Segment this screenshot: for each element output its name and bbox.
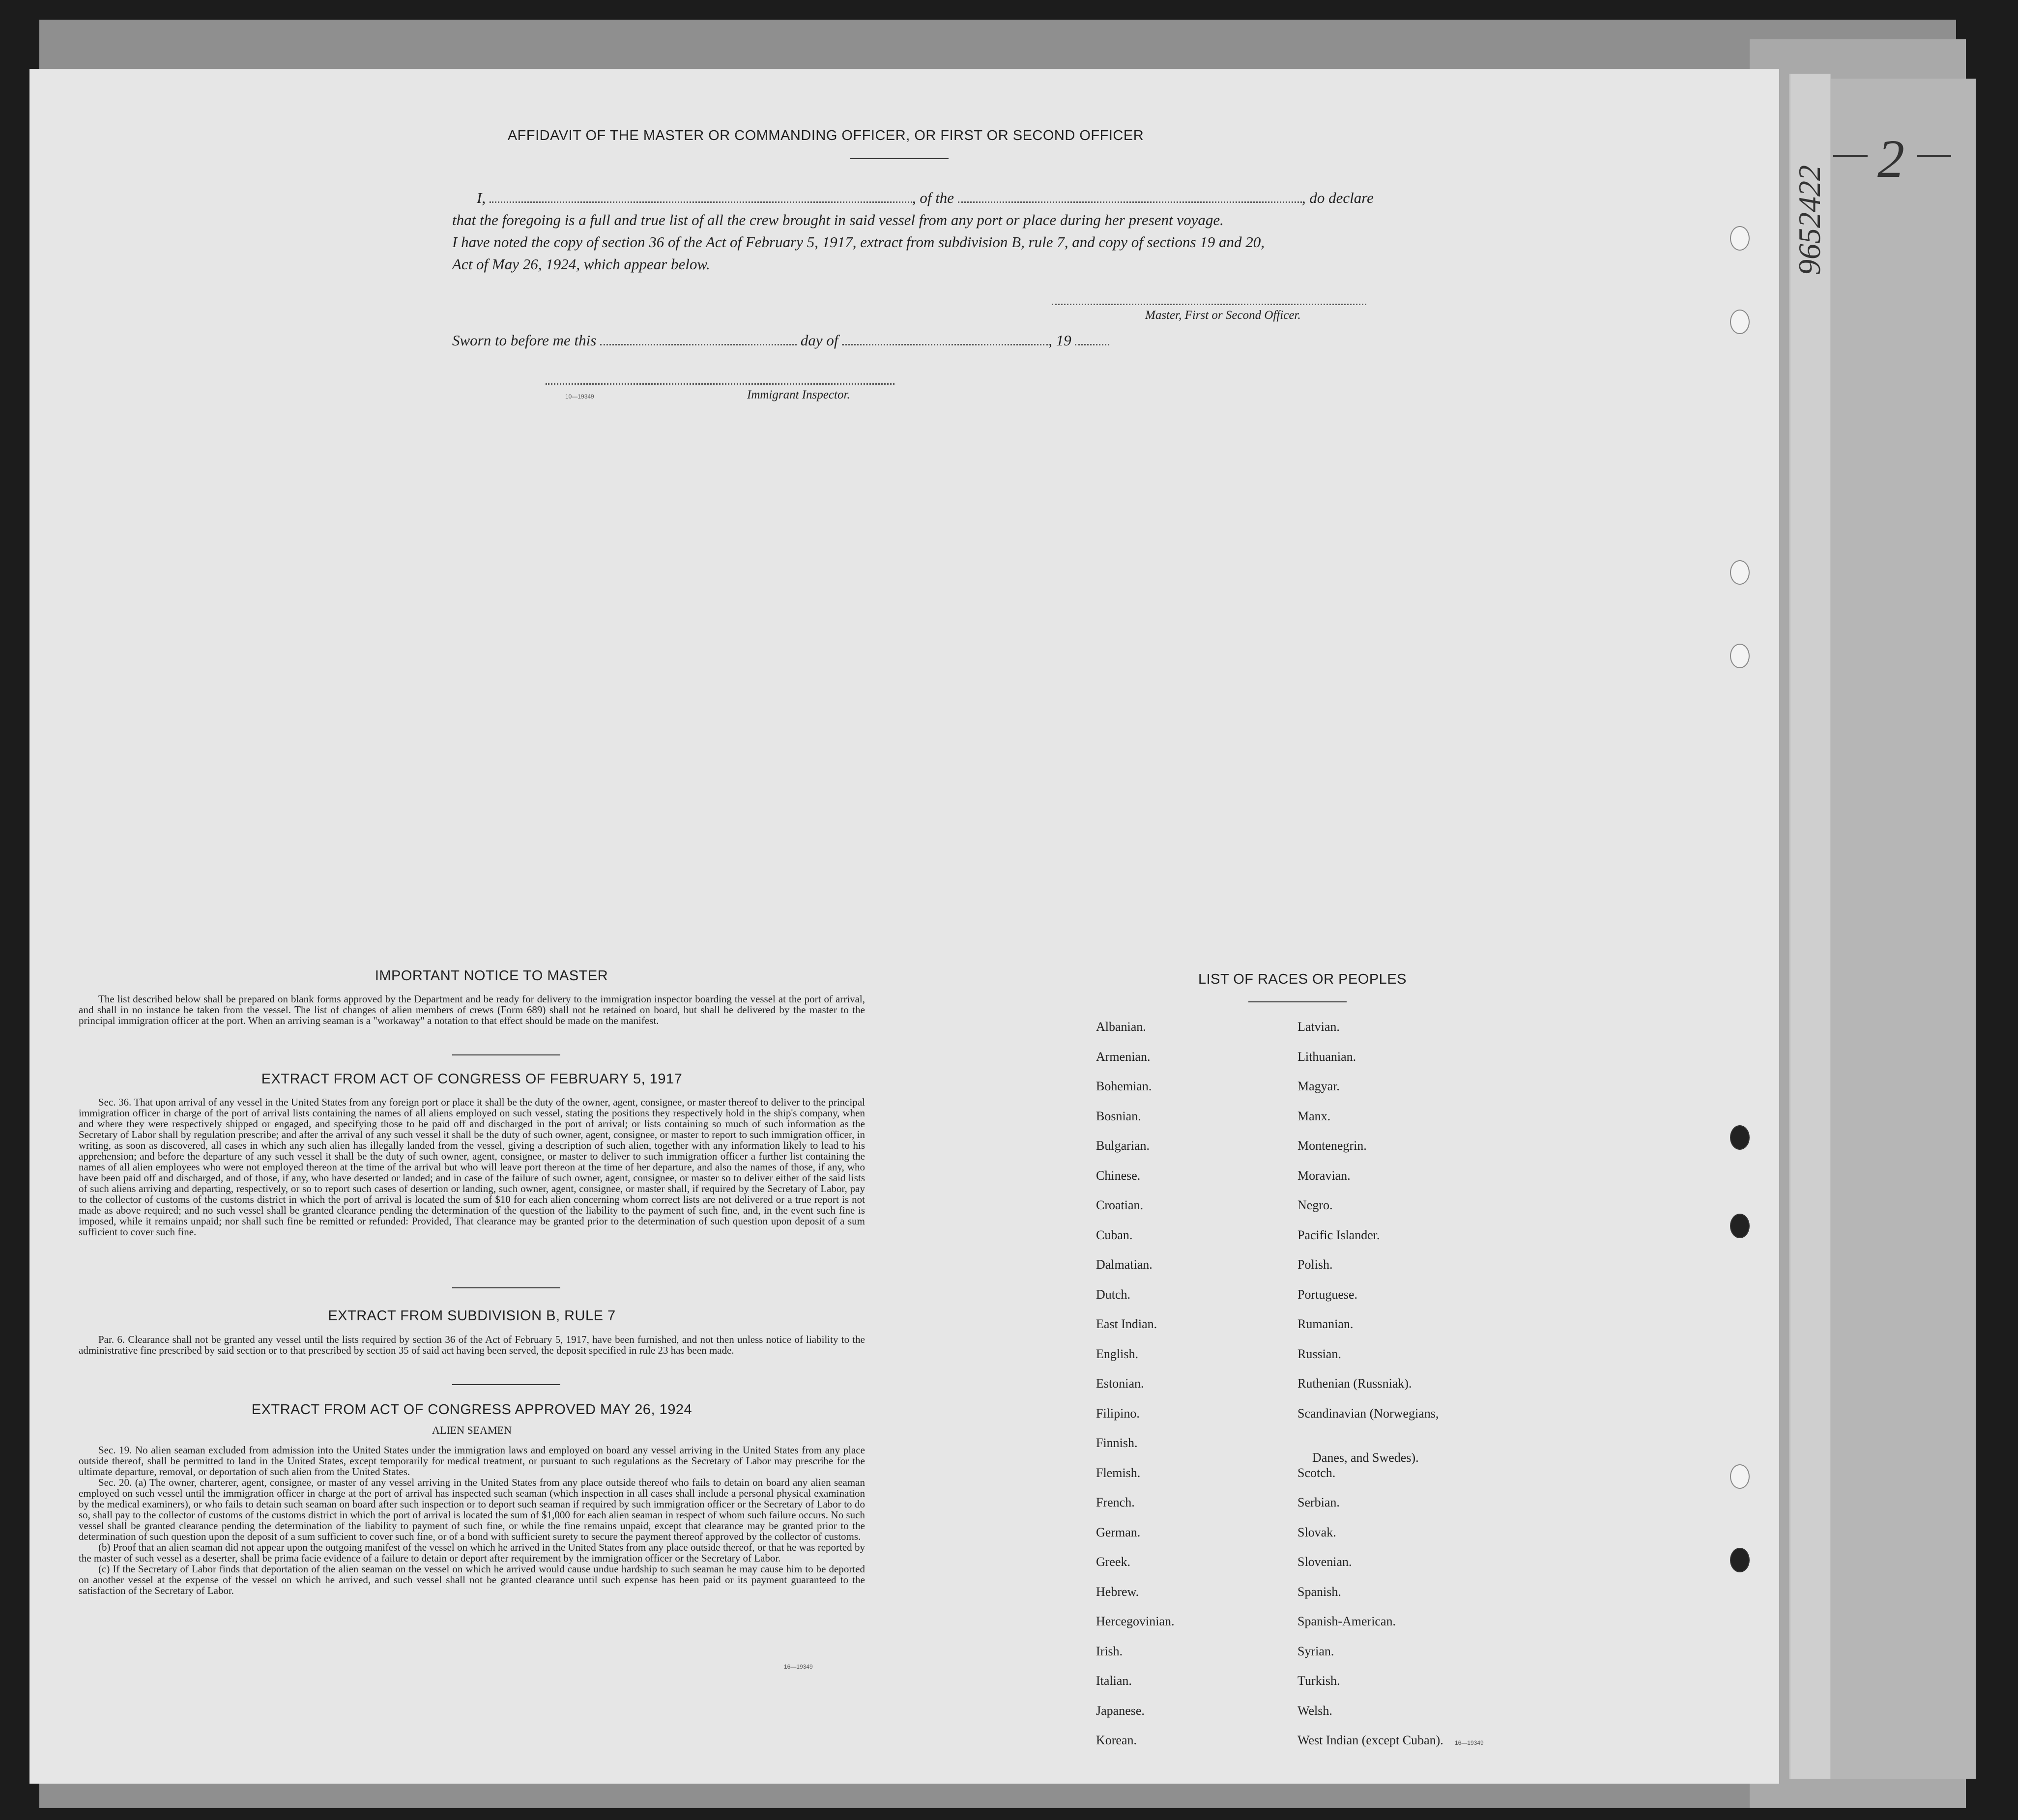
notice-title: IMPORTANT NOTICE TO MASTER [375, 968, 608, 984]
race-item: West Indian (except Cuban). [1297, 1733, 1443, 1747]
race-item: Ruthenian (Russniak). [1297, 1376, 1412, 1391]
sworn-label: Sworn to before me this [452, 332, 597, 349]
affidavit-line-2: that the foregoing is a full and true list of all the crew brought in said vessel from any port or place during her present voyage. [452, 211, 1224, 228]
master-label: Master, First or Second Officer. [1145, 309, 1301, 322]
sec-20b: (b) Proof that an alien seaman did not appear upon the outgoing manifest of the vessel on which he arrived in the United States from any place outside thereof, or that he was reported by the master of such vessel as a deserter, shall be prima facie evidence of a failure to detain or deport after requirement by the immigration officer or the Secretary of Labor. [79, 1541, 865, 1564]
race-item: Montenegrin. [1297, 1138, 1367, 1153]
race-item: Bosnian. [1096, 1109, 1141, 1123]
affidavit-body [452, 187, 1425, 275]
day-of-label: day of [800, 332, 838, 349]
race-item: Bulgarian. [1096, 1138, 1150, 1153]
race-item: Bohemian. [1096, 1079, 1152, 1093]
form-code: 10—19349 [565, 393, 594, 400]
race-item: Italian. [1096, 1674, 1132, 1688]
race-item: Serbian. [1297, 1495, 1340, 1509]
race-item: Portuguese. [1297, 1287, 1358, 1302]
race-item: Albanian. [1096, 1020, 1146, 1034]
binder-hole [1730, 310, 1750, 334]
race-item: Moravian. [1297, 1168, 1351, 1183]
race-item: Lithuanian. [1297, 1049, 1356, 1064]
sworn-line [452, 329, 1109, 351]
inspector-label: Immigrant Inspector. [747, 388, 850, 401]
race-item: Japanese. [1096, 1703, 1145, 1718]
extract-1924-body [79, 1445, 865, 1596]
form-code: 16—19349 [1455, 1739, 1484, 1746]
inspector-signature-line [546, 383, 894, 385]
sec-19: Sec. 19. No alien seaman excluded from admission into the United States under the immigration laws and employed on board any vessel arriving in the United States from any place outside thereof, shall be permitted to land in the United States, except temporarily for medical treatment, or pursuant to such regulations as the Secretary of Labor may prescribe for the ultimate departure, removal, or deportation of such alien from the United States. [79, 1444, 865, 1478]
race-item: Scandinavian (Norwegians, [1297, 1406, 1439, 1421]
race-item: Chinese. [1096, 1168, 1141, 1183]
race-item: Filipino. [1096, 1406, 1140, 1421]
title-divider [850, 158, 949, 159]
races-title: LIST OF RACES OR PEOPLES [1198, 971, 1407, 987]
sec-20a: Sec. 20. (a) The owner, charterer, agent, consignee, or master of any vessel arriving in the United States from any place outside thereof who fails to detain on board any alien seaman employed on such vessel until the immigration officer in charge at the port of arrival has inspected such seaman (which inspection in all cases shall include a personal physical examination by the medical examiners), or who fails to detain such seaman on board after such inspection or to deport such seaman if required by such immigration officer or the Secretary of Labor to do so, shall pay to the collector of customs of the customs district in which the port of arrival is located the sum of $1,000 for each alien seaman in respect of whom such failure occurs. No such vessel shall be granted clearance pending the determination of the liability to payment of such fine, or while the fine remains unpaid, except that clearance may be granted prior to the determination of such question upon the deposit of a sum sufficient to cover such fine, or of a bond with sufficient surety to secure the payment thereof approved by the collector of customs. [79, 1477, 865, 1542]
race-item: Scotch. [1297, 1465, 1336, 1480]
sworn-month-blank [842, 344, 1048, 345]
race-item: English. [1096, 1346, 1138, 1361]
rule-7-title: EXTRACT FROM SUBDIVISION B, RULE 7 [328, 1308, 616, 1324]
master-signature-line [1052, 304, 1366, 305]
binder-hole [1730, 226, 1750, 251]
rule-7-body: Par. 6. Clearance shall not be granted any vessel until the lists required by section 36 of the Act of February 5, 1917, have been furnished, and not then unless notice of liability to the administrative fine prescribed by said section or to that prescribed by section 35 of said act having been served, the deposit specified in rule 23 has been made. [79, 1334, 865, 1356]
race-item: Negro. [1297, 1198, 1333, 1212]
handwritten-page-number: 2 [1877, 129, 1904, 189]
sworn-day-blank [600, 344, 797, 345]
binder-hole [1730, 1214, 1750, 1238]
race-item: Danes, and Swedes). [1312, 1450, 1419, 1465]
race-item: Russian. [1297, 1346, 1341, 1361]
race-item: Slovenian. [1297, 1555, 1352, 1569]
sworn-year-blank [1075, 344, 1109, 345]
race-item: Armenian. [1096, 1049, 1151, 1064]
affidavit-line-4: Act of May 26, 1924, which appear below. [452, 256, 710, 273]
race-item: Polish. [1297, 1257, 1333, 1272]
race-item: Cuban. [1096, 1227, 1133, 1242]
race-item: Irish. [1096, 1644, 1123, 1658]
race-item: Turkish. [1297, 1674, 1340, 1688]
year-label: , 19 [1048, 332, 1071, 349]
race-item: Spanish. [1297, 1584, 1341, 1599]
binder-hole [1730, 1125, 1750, 1150]
extract-1917-body: Sec. 36. That upon arrival of any vessel in the United States from any foreign port or place it shall be the duty of the owner, agent, consignee, or master thereof to deliver to the principal immigration officer in charge of the port of arrival lists containing the names of all aliens employed on such vessel, stating the positions they respectively hold in the ship's company, when and where they were respectively shipped or engaged, and specifying those to be paid off and discharged in the port of arrival; or lists containing so much of such information as the Secretary of Labor shall by regulation prescribe; and after the arrival of any such vessel it shall be the duty of such owner, agent, consignee, or master to report to such immigration officer, in writing, as soon as discovered, all cases in which any such alien has illegally landed from the vessel, giving a description of such alien, together with any information likely to lead to his apprehension; and before the departure of any such vessel it shall be the duty of such owner, agent, consignee, or master to deliver to such immigration officer a further list containing the names of all alien employees who were not employed thereon at the time of the arrival but who will leave port thereon at the time of her departure, and also the names of those, if any, who have been paid off and discharged, and of those, if any, who have deserted or landed; and in case of the failure of such owner, agent, consignee, or master so to deliver either of the said lists of such aliens arriving and departing, respectively, or so to report such cases of desertion or landing, such owner, agent, consignee, or master shall, if required by the Secretary of Labor, pay to the collector of customs of the customs district in which the port of arrival is located the sum of $10 for each alien concerning whom correct lists are not delivered or a true report is not made as above required; and no such vessel shall be granted clearance pending the determination of the question of the liability to the payment of such fine, and, in the event such fine is imposed, while it remains unpaid; nor shall such fine be remitted or refunded: Provided, That clearance may be granted prior to the determination of such question upon deposit of a sum sufficient to cover such fine. [79, 1096, 865, 1238]
race-item: Magyar. [1297, 1079, 1340, 1093]
affidavit-title: AFFIDAVIT OF THE MASTER OR COMMANDING OFFICER, OR FIRST OR SECOND OFFICER [507, 128, 1144, 143]
binder-hole [1730, 644, 1750, 668]
sec-20c: (c) If the Secretary of Labor finds that deportation of the alien seaman on the vessel on which he arrived would cause undue hardship to such seaman he may cause him to be deported on another vessel at the expense of the vessel on which he arrived, and such vessel shall not be granted clearance until such expense has been paid or its payment guaranteed to the satisfaction of the Secretary of Labor. [79, 1563, 865, 1596]
race-item: Greek. [1096, 1555, 1131, 1569]
race-item: Dutch. [1096, 1287, 1131, 1302]
race-item: Syrian. [1297, 1644, 1334, 1658]
alien-seamen-subtitle: ALIEN SEAMEN [432, 1424, 512, 1436]
background-sheet [1828, 79, 1976, 1779]
race-item: German. [1096, 1525, 1141, 1539]
page-edge-strip [1789, 74, 1831, 1779]
do-declare-label: , do declare [1301, 189, 1374, 206]
extract-1917-title: EXTRACT FROM ACT OF CONGRESS OF FEBRUARY 5, 1917 [261, 1071, 683, 1087]
race-item: Hebrew. [1096, 1584, 1139, 1599]
handwritten-number: 9652422 [1792, 165, 1827, 275]
section-divider [452, 1054, 560, 1055]
vessel-blank [958, 201, 1302, 203]
race-item: Latvian. [1297, 1020, 1340, 1034]
notice-body: The list described below shall be prepared on blank forms approved by the Department and be ready for delivery to the immigration inspector boarding the vessel at the port of arrival, and shall in no instance be taken from the vessel. The list of changes of alien members of crews (Form 689) shall not be retained on board, but shall be delivered by the master to the principal immigration officer at the port. When an arriving seaman is a "workaway" a notation to that effect should be made on the manifest. [79, 993, 865, 1026]
name-blank [490, 201, 912, 203]
race-item: Dalmatian. [1096, 1257, 1153, 1272]
form-code: 16—19349 [784, 1663, 813, 1670]
affidavit-line-3: I have noted the copy of section 36 of the Act of February 5, 1917, extract from subdivision B, rule 7, and copy of sections 19 and 20, [452, 233, 1265, 251]
race-item: Hercegovinian. [1096, 1614, 1175, 1628]
race-item: French. [1096, 1495, 1135, 1509]
race-item: Korean. [1096, 1733, 1137, 1747]
race-item: Welsh. [1297, 1703, 1332, 1718]
extract-1924-title: EXTRACT FROM ACT OF CONGRESS APPROVED MAY 26, 1924 [251, 1402, 692, 1418]
race-item: Rumanian. [1297, 1317, 1354, 1331]
race-item: Manx. [1297, 1109, 1331, 1123]
binder-hole [1730, 1464, 1750, 1489]
race-item: Finnish. [1096, 1436, 1138, 1450]
section-divider [452, 1384, 560, 1385]
binder-hole [1730, 1548, 1750, 1572]
race-item: Slovak. [1297, 1525, 1336, 1539]
races-divider [1248, 1001, 1347, 1002]
race-item: Flemish. [1096, 1465, 1141, 1480]
race-item: Estonian. [1096, 1376, 1144, 1391]
race-item: Croatian. [1096, 1198, 1144, 1212]
race-item: East Indian. [1096, 1317, 1157, 1331]
document-page [29, 69, 1779, 1784]
of-the-label: , of the [912, 189, 954, 206]
race-item: Pacific Islander. [1297, 1227, 1380, 1242]
handwritten-stroke [1833, 155, 1868, 157]
race-item: Spanish-American. [1297, 1614, 1396, 1628]
section-divider [452, 1287, 560, 1288]
binder-hole [1730, 560, 1750, 585]
affidavit-i-label: I, [477, 189, 486, 206]
handwritten-stroke [1917, 155, 1951, 157]
